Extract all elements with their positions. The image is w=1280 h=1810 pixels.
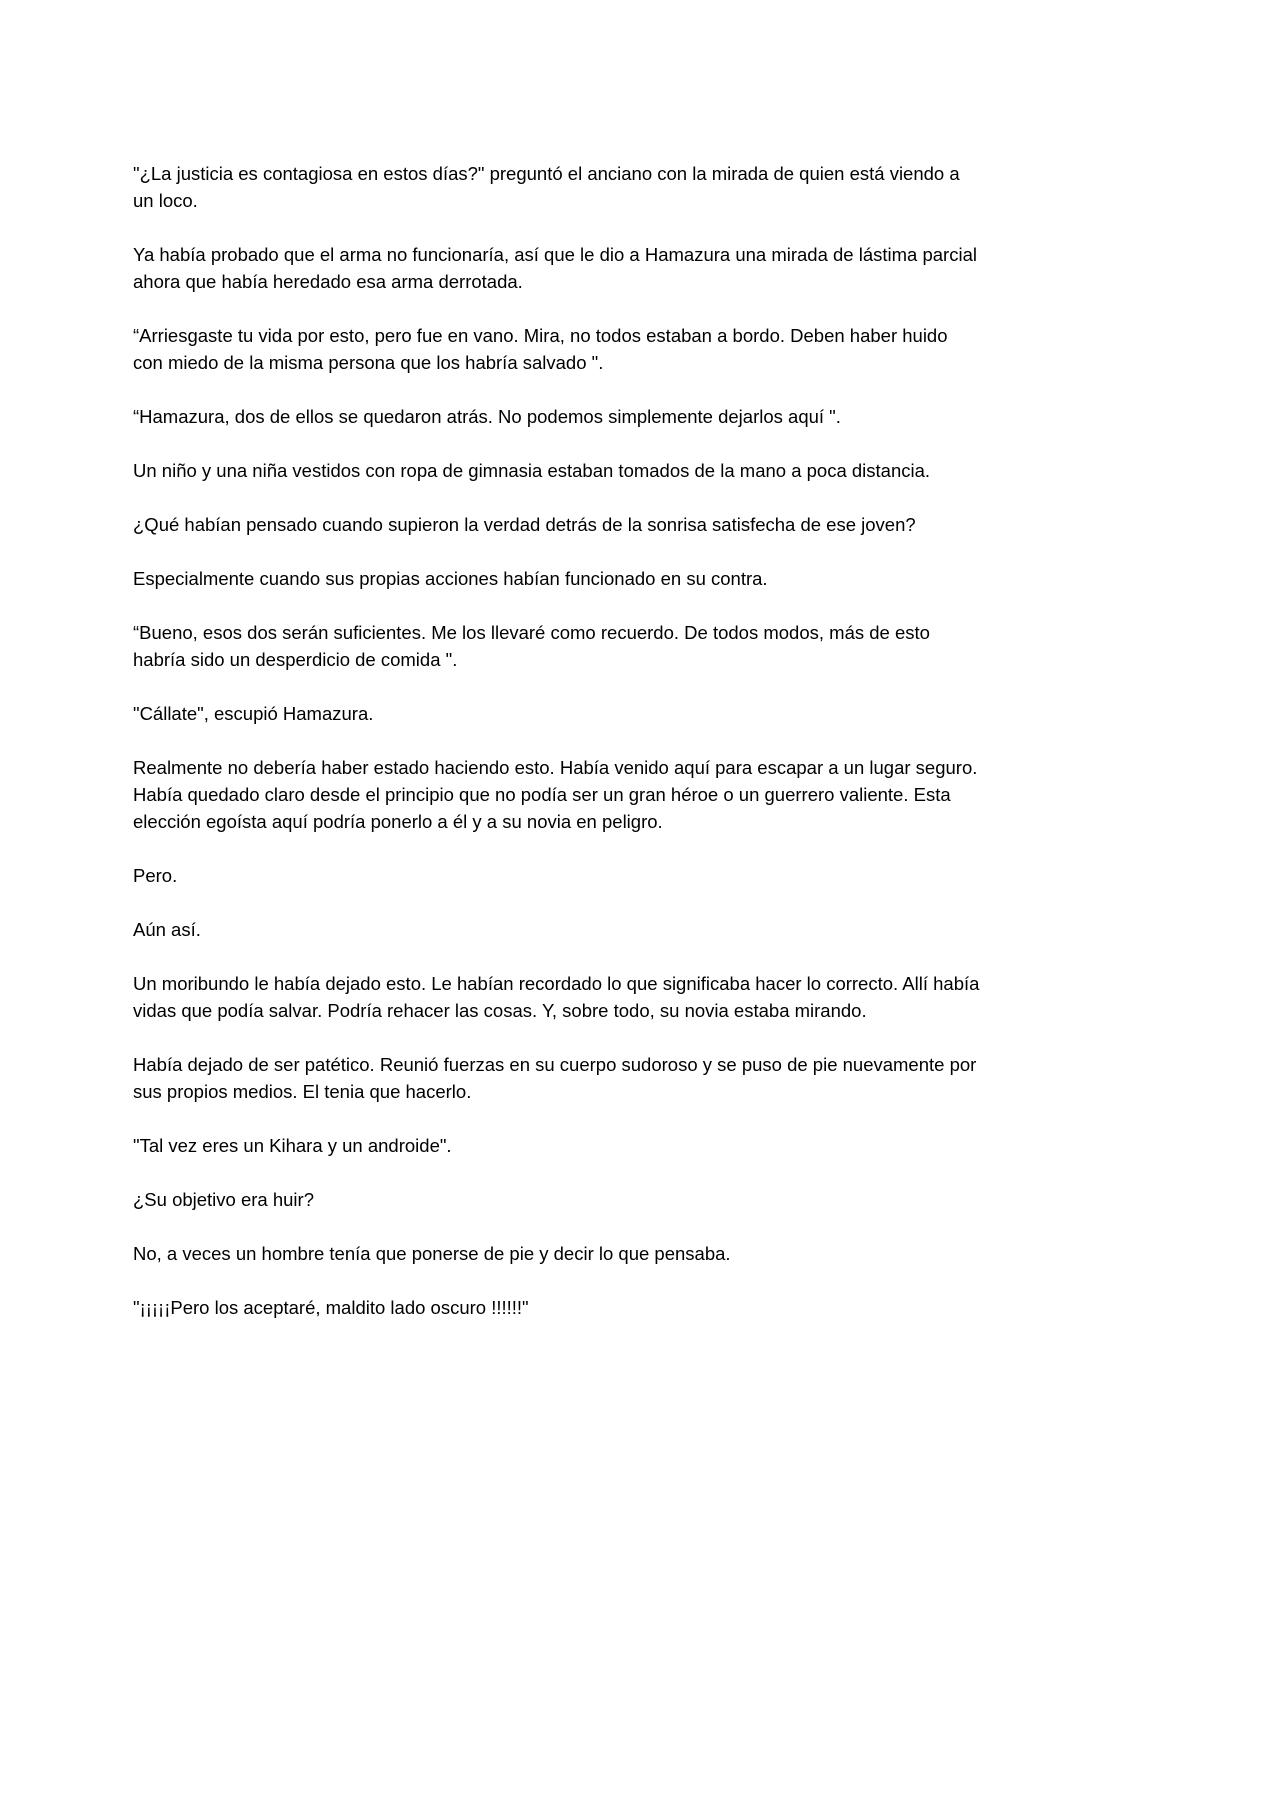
paragraph: ¿Su objetivo era huir?	[133, 1189, 314, 1210]
paragraph: "¿La justicia es contagiosa en estos días?" preguntó el anciano con la mirada de quien está viendo a un loco.	[133, 163, 960, 211]
paragraph: No, a veces un hombre tenía que ponerse de pie y decir lo que pensaba.	[133, 1243, 731, 1264]
paragraph: Había dejado de ser patético. Reunió fuerzas en su cuerpo sudoroso y se puso de pie nuevamente por sus propios medios. El tenia que hacerlo.	[133, 1054, 977, 1102]
paragraph: Un moribundo le había dejado esto. Le habían recordado lo que significaba hacer lo correcto. Allí había vidas que podía salvar. Podría rehacer las cosas. Y, sobre todo, su novia estaba mirando.	[133, 973, 980, 1021]
paragraph: Especialmente cuando sus propias acciones habían funcionado en su contra.	[133, 568, 768, 589]
paragraph: Un niño y una niña vestidos con ropa de gimnasia estaban tomados de la mano a poca distancia.	[133, 460, 931, 481]
paragraph: Pero.	[133, 865, 178, 886]
paragraph: Aún así.	[133, 919, 201, 940]
paragraph: “Hamazura, dos de ellos se quedaron atrás. No podemos simplemente dejarlos aquí ".	[133, 406, 841, 427]
paragraph: “Arriesgaste tu vida por esto, pero fue en vano. Mira, no todos estaban a bordo. Deben haber huido con miedo de la misma persona que los habría salvado ".	[133, 325, 948, 373]
paragraph: Realmente no debería haber estado haciendo esto. Había venido aquí para escapar a un lugar seguro. Había quedado claro desde el principio que no podía ser un gran héroe o un guerrero valiente. Esta elección egoísta aquí podría ponerlo a él y a su novia en peligro.	[133, 757, 978, 832]
paragraph: "Cállate", escupió Hamazura.	[133, 703, 374, 724]
paragraph: "¡¡¡¡¡Pero los aceptaré, maldito lado oscuro !!!!!!"	[133, 1297, 529, 1318]
paragraph: ¿Qué habían pensado cuando supieron la verdad detrás de la sonrisa satisfecha de ese joven?	[133, 514, 916, 535]
paragraph: “Bueno, esos dos serán suficientes. Me los llevaré como recuerdo. De todos modos, más de esto habría sido un desperdicio de comida ".	[133, 622, 930, 670]
paragraph: Ya había probado que el arma no funcionaría, así que le dio a Hamazura una mirada de lástima parcial ahora que había heredado esa arma derrotada.	[133, 244, 977, 292]
paragraph: "Tal vez eres un Kihara y un androide".	[133, 1135, 452, 1156]
text-content	[133, 160, 980, 1321]
